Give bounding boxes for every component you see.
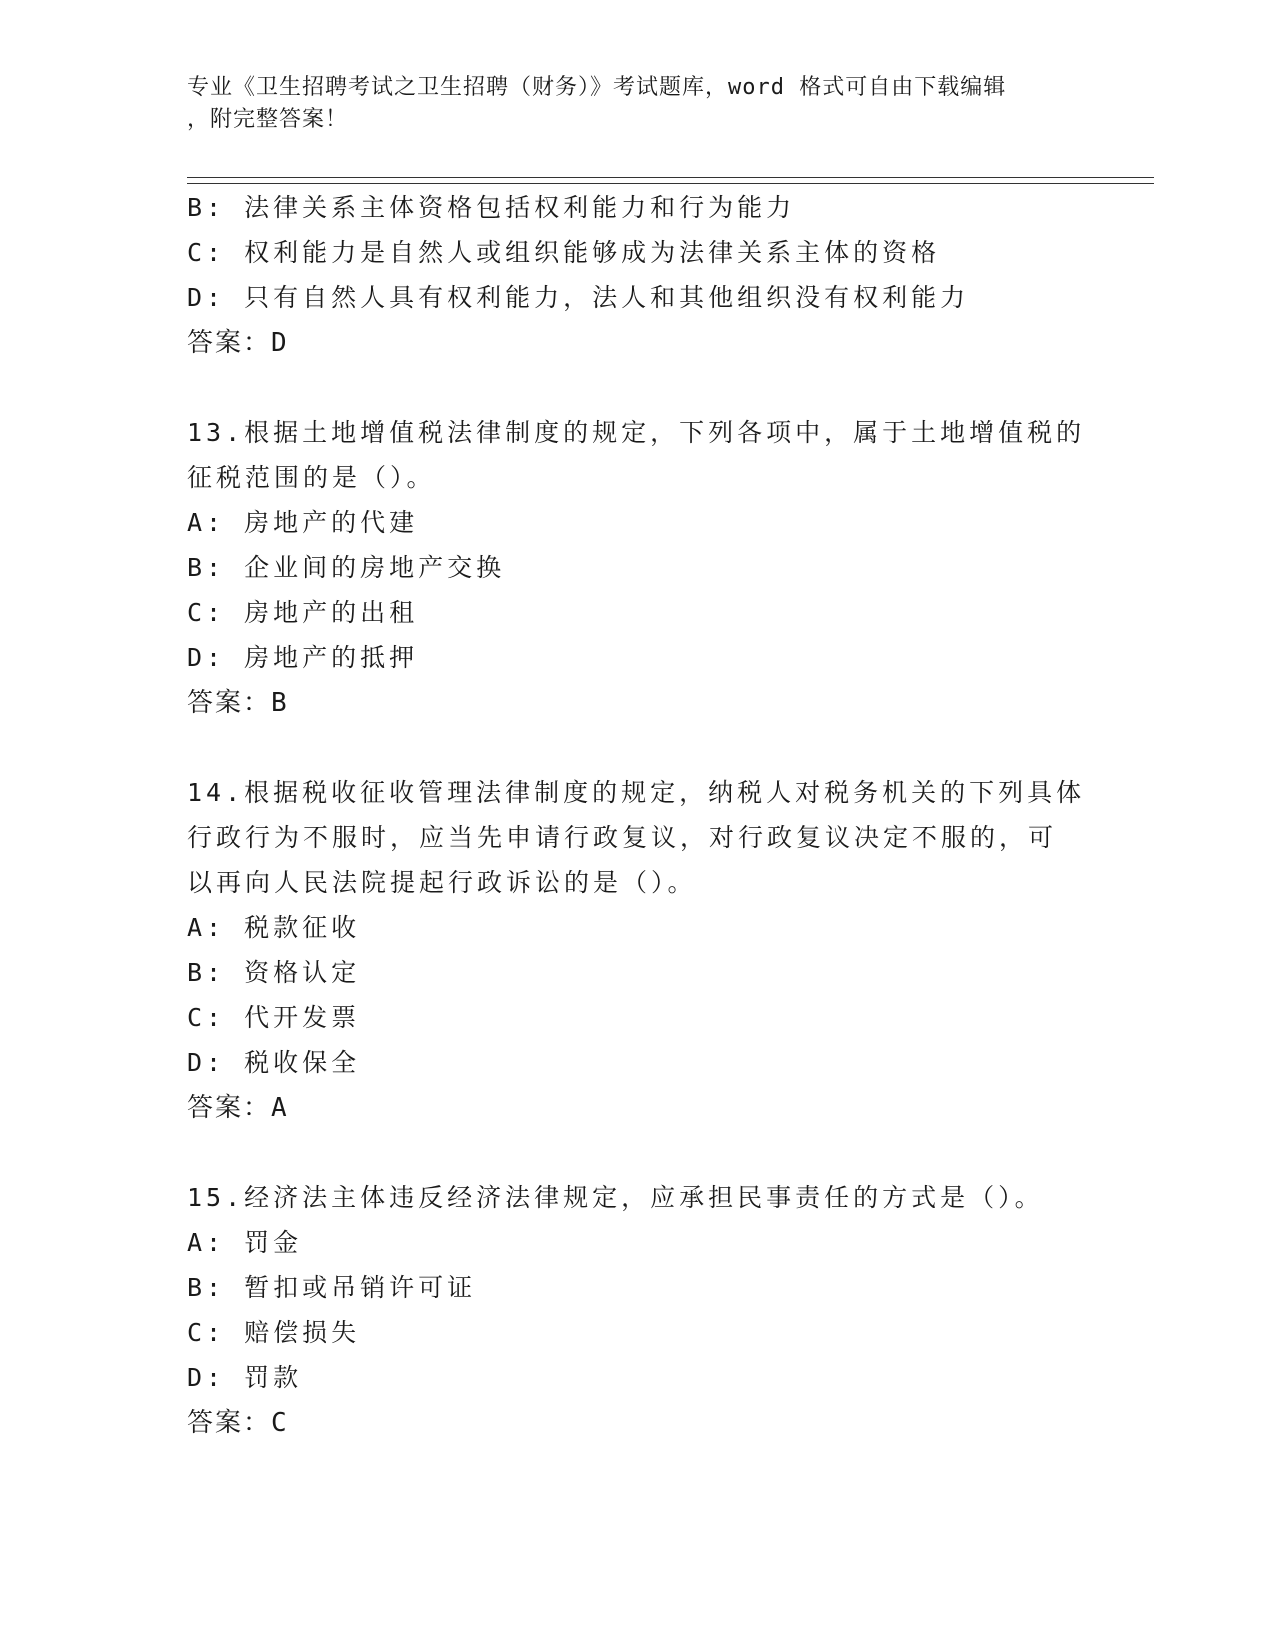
q13-stem-line-1: 13.根据土地增值税法律制度的规定，下列各项中，属于土地增值税的 bbox=[187, 418, 1086, 447]
q14-option-d: D: 税收保全 bbox=[187, 1048, 361, 1077]
q15-option-a: A: 罚金 bbox=[187, 1228, 303, 1257]
q13-option-b: B: 企业间的房地产交换 bbox=[187, 553, 506, 582]
q12-option-b: B: 法律关系主体资格包括权利能力和行为能力 bbox=[187, 193, 796, 222]
q14-answer: 答案：A bbox=[187, 1093, 289, 1123]
q13-answer: 答案：B bbox=[187, 688, 289, 718]
header-line-2: ，附完整答案！ bbox=[187, 107, 349, 132]
q12-option-c: C: 权利能力是自然人或组织能够成为法律关系主体的资格 bbox=[187, 238, 941, 267]
q13-option-a: A: 房地产的代建 bbox=[187, 508, 419, 537]
q12-option-d: D: 只有自然人具有权利能力，法人和其他组织没有权利能力 bbox=[187, 283, 970, 312]
q14-stem-line-3: 以再向人民法院提起行政诉讼的是（）。 bbox=[187, 868, 697, 897]
header-divider-bottom bbox=[187, 183, 1154, 184]
header-divider-top bbox=[187, 177, 1154, 178]
q13-stem-line-2: 征税范围的是（）。 bbox=[187, 463, 436, 492]
q14-option-c: C: 代开发票 bbox=[187, 1003, 361, 1032]
q15-answer: 答案：C bbox=[187, 1408, 289, 1438]
q14-option-b: B: 资格认定 bbox=[187, 958, 361, 987]
q12-answer: 答案：D bbox=[187, 328, 289, 358]
q15-option-b: B: 暂扣或吊销许可证 bbox=[187, 1273, 477, 1302]
q14-stem-line-2: 行政行为不服时，应当先申请行政复议，对行政复议决定不服的，可 bbox=[187, 823, 1058, 852]
q15-stem-line-1: 15.经济法主体违反经济法律规定，应承担民事责任的方式是（）。 bbox=[187, 1183, 1044, 1212]
q15-option-c: C: 赔偿损失 bbox=[187, 1318, 361, 1347]
q14-stem-line-1: 14.根据税收征收管理法律制度的规定，纳税人对税务机关的下列具体 bbox=[187, 778, 1086, 807]
header-line-1: 专业《卫生招聘考试之卫生招聘（财务）》考试题库，word 格式可自由下载编辑 bbox=[187, 75, 1007, 100]
q15-option-d: D: 罚款 bbox=[187, 1363, 303, 1392]
document-header bbox=[187, 72, 1067, 136]
q13-option-d: D: 房地产的抵押 bbox=[187, 643, 419, 672]
q14-option-a: A: 税款征收 bbox=[187, 913, 361, 942]
q13-option-c: C: 房地产的出租 bbox=[187, 598, 419, 627]
